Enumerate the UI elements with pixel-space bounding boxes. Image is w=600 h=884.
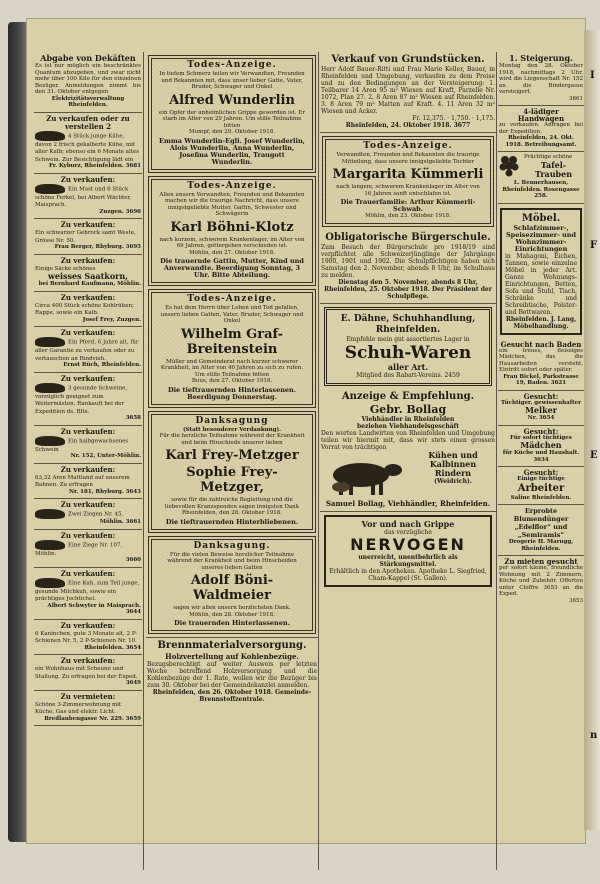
- ad-title: Zu verkaufen:: [60, 328, 116, 337]
- column-rule: [318, 52, 319, 870]
- classified-ad: Zu verkaufen: Circa 400 Stück schöne Kohlrüben; Rappe, sowie ein Kalb. Josef Frey, Zuzgen.: [34, 292, 142, 328]
- ad-title: Zu verkaufen:: [60, 568, 116, 578]
- column-rule: [143, 52, 144, 870]
- column-3: [320, 52, 496, 870]
- column-rule: [496, 52, 497, 870]
- animal-icon: [35, 436, 65, 446]
- ad-header: Abgabe von Dekäften Es ist nur möglich ein beschränktes Quantum abzugeben, und zwar nicht mehr über 100 Kilo für den einzelnen Bezüger. Anmeldungen nimmt bis den 31. Oktober entgegen Elektrizitätsverwaltung Rheinfelden.: [34, 52, 142, 113]
- ad-title: Zu verkaufen:: [60, 373, 116, 383]
- fuel-notice: Brennmaterialversorgung. Holzvertellung auf Kohlenbezüge. Bezugsberechtigt auf weiter Ausweis per letzten Woche betreffend Holzversorgung und die Kohlenbezüge der 1. Rate, wollen wir die Bezüger bis zum 30. Oktober bei der Gemeindekanzlei anmelden. Rheinfelden, den 26. Oktober 1918. Gemeinde-Brennstoffzentrale.: [146, 637, 318, 706]
- ad-title: Abgabe von Dekäften: [40, 53, 136, 63]
- classified-list: [34, 113, 142, 727]
- ad-title: Zu verkaufen oder zu verstellen 2: [46, 113, 130, 131]
- ad-title: Verkauf von Grundstücken.: [331, 54, 485, 65]
- notices-list: [146, 55, 318, 634]
- girl2-wanted-ad: Gesucht: Für sofort tüchtiges Mädchen für Küche und Haushalt. 3634: [498, 426, 584, 468]
- fertilizer-ad: Erprobte Blumendünger „Edelflor“ und „Semiramis“ Drogerie H. Marugg, Rheinfelden.: [498, 505, 584, 556]
- side-letter: n: [590, 730, 598, 741]
- classified-ad: Zu verkaufen: Eine Kuh, zum Teil junge, gesunde Milchkuh, sowie ein prächtiges Jochtichel. Albert Schwyter in Maisprach. 3644: [34, 568, 142, 620]
- family-notice: Todes-Anzeige. Allen unsern Verwandten, Freunden und Bekannten machen wir die traurige Nachricht, dass unsere innigstgeliebte Mutter, Gattin, Schwester und Schwägerin Karl Böhni-Klotz nach kurzem, schwerem Krankenlager, im Alter von 69 Jahren, gottergeben verschieden ist. Möhlin, den 27. Oktober 1918. Die trauernde Gattin, Mutter, Kind und Anverwandte. Beerdigung Sonntag, 3 Uhr. Bitte Abteilung.: [148, 176, 316, 287]
- classified-ad: Zu verkaufen oder zu verstellen 2 4 Stück junge Kühe, davon 2 frisch gekalberte Kühe, mit aller Kalb; ebenso ein 6 Monate altes Schwein. Zur Besichtigung lädt ein Fr. Kyburz, Rheinfelden. 3681: [34, 113, 142, 174]
- cart-ad: 4-lädiger Handwagen zu verkaufen. Anfragen bei der Expedition. Rheinfelden, 24. Okt. 1918. Betreibungsamt.: [498, 106, 584, 152]
- classified-ad: Zu verkaufen: Ein schwarzer Gehrock samt Weste, Grösse Nr. 50. Frau Berger, Rhyburg. 3695: [34, 219, 142, 255]
- next-page-edge: [584, 30, 600, 830]
- animal-icon: [35, 131, 65, 141]
- column-2: [146, 52, 318, 870]
- ad-title: Zu verkaufen:: [60, 530, 116, 540]
- ad-title: Zu verkaufen:: [60, 174, 116, 184]
- ad-title: Zu verkaufen:: [60, 620, 116, 630]
- ad-title: Zu verkaufen:: [60, 500, 116, 509]
- cow-illustration-icon: [321, 453, 411, 497]
- person-name: Adolf Böni-Waldmeier: [190, 573, 274, 603]
- animal-icon: [35, 184, 65, 194]
- ad-title: Zu verkaufen:: [60, 464, 116, 474]
- classified-ad: Zu verkaufen: Eine Ziege Nr. 107, Möhlin. 3660: [34, 530, 142, 568]
- column-4: [498, 52, 584, 870]
- classified-ad: Zu verkaufen: Ein Mast und 6 Stück schöne Ferkel, bei Albert Wächter, Maisprach. Zuzgen. 3696: [34, 174, 142, 220]
- ad-title: Zu verkaufen:: [60, 255, 116, 265]
- furniture-ad: Möbel. Schlafzimmer-, Speisezimmer- und Wohnzimmer-Einrichtungen in Mahagoni, Eichen, Tannen, sowie einzelne Möbel in jeder Art. Ganze Wohnungs-Einrichtungen, Betten, Sofa und Stuhl, Tisch, Schränke und Schreibtische, Polster- und Bettwaren. Rheinfelden. J. Lang, Möbelhandlung.: [500, 208, 582, 335]
- family-notice: Danksagung. Für die vielen Beweise herzlicher Teilnahme während der Krankheit und beim Hinscheiden unseres lieben Gatten Adolf Böni-Waldmeier sagen wir allen unsern herzlichsten Dank. Möhlin, den 28. Oktober 1918. Die trauernden Hinterlassenen.: [148, 536, 316, 635]
- ad-title: Zu vermieten:: [60, 691, 116, 701]
- classified-ad: Zu verkaufen: Ein halbgewachsenes Schwein Nr. 152, Unter-Möhlin.: [34, 426, 142, 464]
- classified-ad: Zu verkaufen: 3 gesunde Schweine, vorzüglich geeignet zum Weitermästen. Rankauft bei der Expedition ds. Blts. 3658: [34, 373, 142, 426]
- ad-title: Zu verkaufen:: [60, 426, 116, 436]
- animal-icon: [35, 578, 65, 588]
- side-letter: E: [590, 450, 598, 461]
- side-letter: I: [590, 70, 595, 81]
- person-name: Karl Böhni-Klotz: [170, 219, 294, 235]
- grapes-icon: [499, 154, 521, 180]
- animal-icon: [35, 509, 65, 519]
- family-notice: Todes-Anzeige. In tiefem Schmerz teilen wir Verwandten, Freunden und Bekannten mit, dass unser lieber Gatte, Vater, Bruder, Schwager und Onkel Alfred Wunderlin ein Opfer der unheimlichen Grippe geworden ist. Er starb im Alter von 29 Jahren. Um stille Teilnahme bitten Mumpf, den 29. Oktober 1918. Emma Wunderlin-Egli. Josef Wunderlin, Alois Wunderlin, Anna Wunderlin, Josefina Wunderlin, Traugott Wunderlin.: [148, 55, 316, 173]
- deceased-name: Margarita Kümmerli: [332, 167, 484, 182]
- melker-wanted-ad: Gesucht: Tüchtiger, gewissenhafter Melker Nr. 3654: [498, 391, 584, 426]
- classified-ad: Zu vermieten: Schöne 3-Zimmerwohnung mit Küche, Gas und elektr. Licht. Bredlaubengasse Nr. 229. 3659: [34, 691, 142, 727]
- classified-ad: Zu verkaufen: ein Wohnhaus mit Scheune und Stallung. Zu erfragen bei der Exped. 3649: [34, 655, 142, 691]
- rent-wanted-ad: Zu mieten gesucht per sofort kleine, freundliche Wohnung mit 2 Zimmern, Küche und Zubehör. Offerten unter Chiffre 3653 an die Exped. 3653: [499, 557, 583, 604]
- side-letter: F: [590, 240, 598, 251]
- person-name: Karl Frey-Metzger: [165, 448, 299, 463]
- classified-ad: Zu verkaufen: 63,32 Aren Mattland auf unserem Bahnen. Zu erfragen Nr. 181, Rhyburg. 3643: [34, 464, 142, 500]
- person-name: Alfred Wunderlin: [169, 92, 295, 108]
- classified-ad: Zu verkaufen: Zwei Ziegen Nr. 45, Möhlin. 3661: [34, 499, 142, 530]
- death-notice: Todes-Anzeige. Verwandten, Freunden und Bekannten die traurige Mitteilung, dass unsere innigstgeliebte Tochter Margarita Kümmerli nach langem, schwerem Krankenlager im Alter von 16 Jahren sanft entschlafen ist. Die Trauerfamilie: Arthur Kümmerli-Schwab. Möhlin, den 23. Oktober 1918.: [322, 136, 494, 227]
- column-1: [34, 52, 142, 870]
- nervogen-ad: Vor und nach Grippe das vorzügliche NERVOGEN unerreicht, unentbehrlich als Stärkungsmittel. Erhältlich in den Apotheken. Apotheke L. Siegfried, Cham-Kappel (St. Gallen).: [324, 515, 492, 587]
- person-name: Wilhelm Graf-Breitenstein: [180, 326, 284, 357]
- ad-title: Zu verkaufen:: [60, 220, 116, 229]
- cattle-ad: Anzeige & Empfehlung. Gebr. Bollag Viehhändler in Rheinfelden beziehen Viehhandelsgeschäft Den werten Landwirten von Rheinfelden und Umgebung teilen wir hiermit mit, dass wir stets einen grossen Vorrat von trächtigen Kühen und Kalbinnen Rindern (Weidrich). Samuel Bollag, Viehhändler, Rheinfelden.: [320, 389, 496, 512]
- ad-title: Zu verkaufen:: [60, 292, 116, 302]
- animal-icon: [35, 337, 65, 347]
- shoe-ad: E. Dähne, Schuhhandlung, Rheinfelden. Empfehle mein gut assortiertes Lager in Schuh-Waren aller Art. Mitglied des Rabatt-Vereins. 2459: [324, 307, 492, 386]
- girl-wanted-ad: Gesucht nach Baden ein treues, fleissiges Mädchen, das die Hausarbeiten versteht. Eintritt sofort oder später. Frau Bickel, Parkstrasse 19, Baden. 3621: [498, 339, 584, 391]
- animal-icon: [35, 540, 65, 550]
- person-name: Sophie Frey-Metzger,: [186, 465, 278, 495]
- auction-ad: 1. Steigerung. Montag den 28. Oktober 1918, nachmittags 2 Uhr, wird die Liegenschaft Nr. 152 an die Bindergasse versteigert. 3661: [498, 52, 584, 106]
- classified-ad: Zu verkaufen: Einige Säcke schönes weisses Saatkorn, bei Bernhard Kaufmann, Möhlin.: [34, 255, 142, 292]
- grapes-ad: Prächtige schöne Tafel-Trauben L. Bennerhausen, Rheinfelden. Rosengasse 258.: [498, 152, 584, 204]
- book-spine: [8, 22, 28, 842]
- worker-wanted-ad: Gesucht: Einige tüchtige Arbeiter Saline Rheinfelden.: [498, 467, 584, 505]
- animal-icon: [35, 383, 65, 393]
- school-notice: Obligatorische Bürgerschule. Zum Besuch der Bürgerschule pro 1918/19 sind verpflichtet alle Schweizerjünglinge der Jahrgänge 1900, 1901 und 1902. Die Schulpflichtigen haben sich Samstag den 2. November, abends 8 Uhr, im Schulhaus zu melden. Dienstag den 5. November, abends 8 Uhr, Rheinfelden, 25. Oktober 1918. Der Präsident der Schulpflege.: [320, 230, 496, 304]
- classified-ad: Zu verkaufen: 6 Kaninchen, gute 3 Monate alt, 2 P-Schienen Nr. 5, 2 P-Schienen Nr. 10. Rheinfelden. 3654: [34, 620, 142, 656]
- family-notice: Danksagung (Statt besonderer Verdankung). Für die herzliche Teilnahme während der Krankheit und beim Hinschiede unserer lieben Karl Frey-Metzger Sophie Frey-Metzger, sowie für die zahlreiche Begleitung und die liebevollen Kranzspenden sagen innigsten Dank Rheinfelden, den 28. Oktober 1918. Die tieftrauernden Hinterbliebenen.: [148, 411, 316, 533]
- land-sale: Verkauf von Grundstücken. Herr Adolf Bauer-Ritti und Frau Marie Keller, Bauer, in Rheinfelden und Umgebung, verkaufen zu dem Preise und zu den Bedingungen an der Versteigerung: 1. Teilbarer 14 Aren 95 m² Wiesen auf Kraft, Parzelle Nr. 1072, Plan 27. 2. 8 Aren 87 m² Wiesen auf Rheinfelden. 3. 8 Aren 79 m² Matten auf Kraft. 4. 11 Aren 32 m² Wiesen und Acker. Fr. 12,375. · 1,750. · 1,175. Rheinfelden, 24. Oktober 1918. 3677: [320, 52, 496, 133]
- classified-ad: Zu verkaufen: Ein Pferd, 6 Jahre alt, für aller Garantie zu verkaufen oder zu vertauschen an Rindvieh. Ernst Rüch, Rheinfelden.: [34, 327, 142, 373]
- ad-title: Zu verkaufen:: [60, 656, 116, 665]
- family-notice: Todes-Anzeige. Es hat dem Herrn über Leben und Tod gefallen, unsern lieben Gatten, Vater, Bruder, Schwager und Onkel Wilhelm Graf-Breitenstein Müller und Gemeinderat nach kurzer schwerer Krankheit, im Alter von 40 Jahren zu sich zu rufen. Um stille Teilnahme bitten Buus, den 27. Oktober 1918. Die tieftrauernden Hinterlassenen. Beerdigung Donnerstag.: [148, 289, 316, 408]
